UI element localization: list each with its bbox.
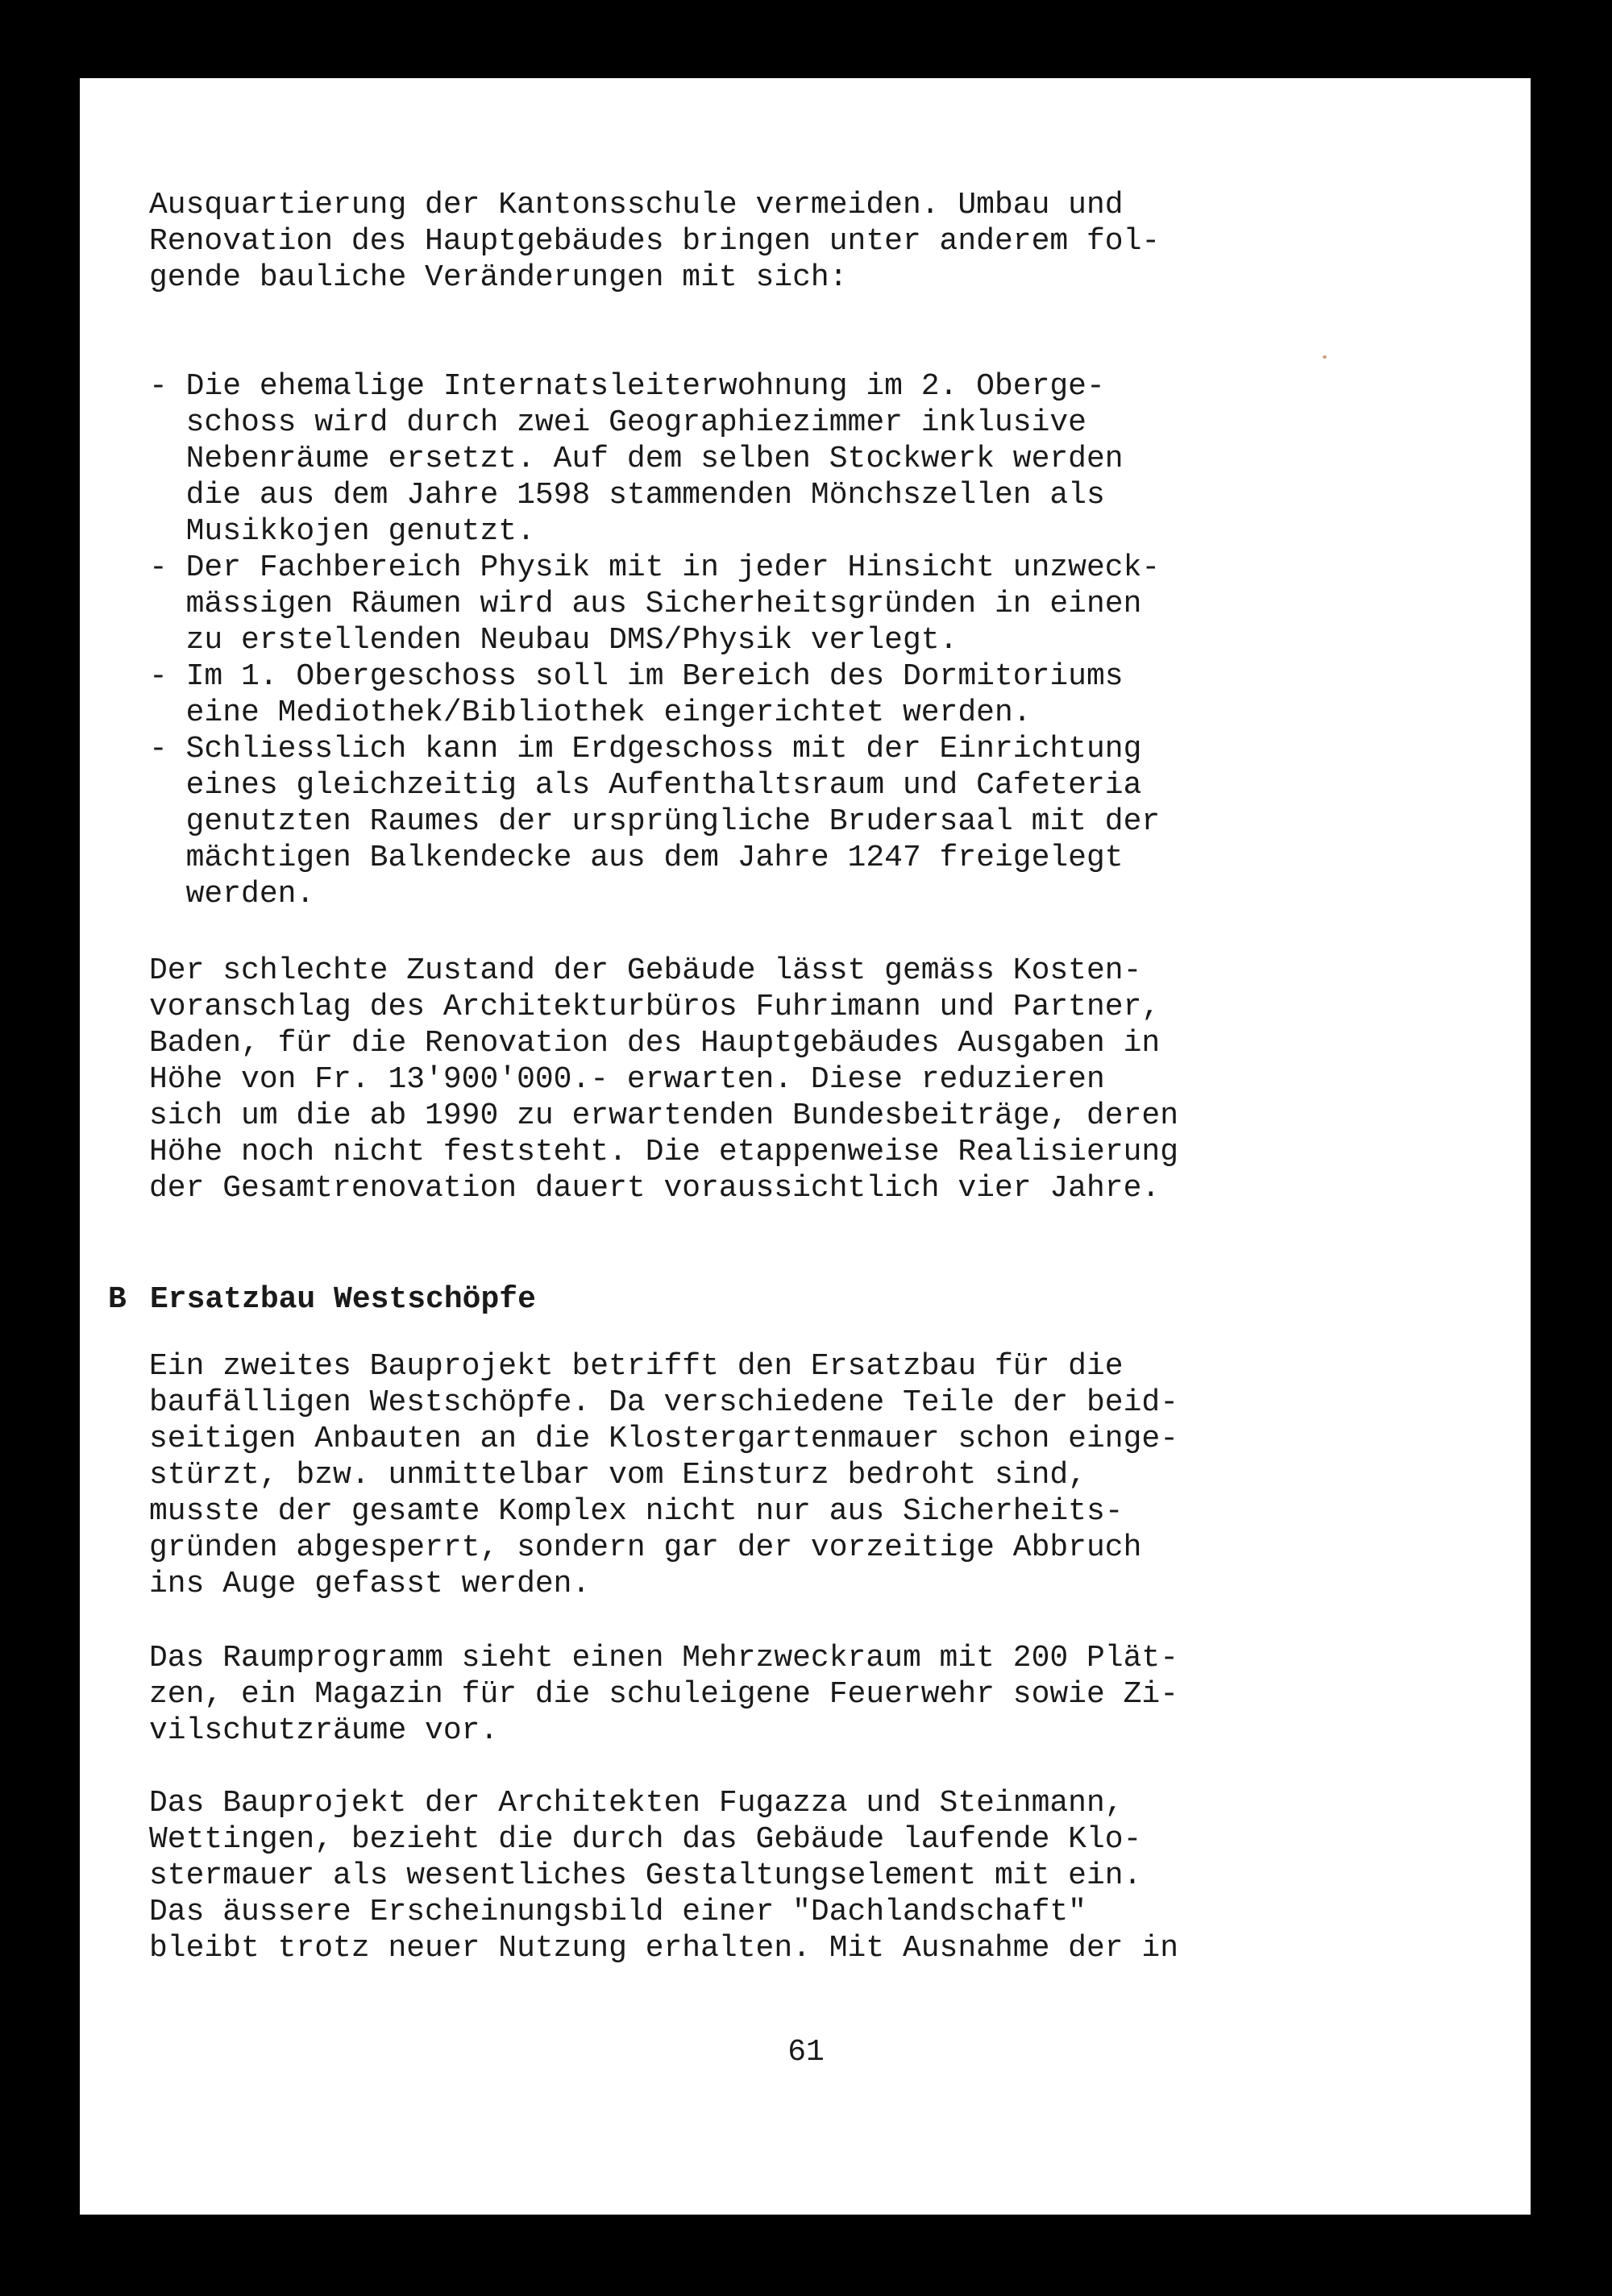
scan-border-left <box>0 0 80 2296</box>
section-title: Ersatzbau Westschöpfe <box>150 1282 536 1317</box>
paragraph-raumprogramm: Das Raumprogramm sieht einen Mehrzweckraum mit 200 Plät- zen, ein Magazin für die schuleigene Feuerwehr sowie Zi- vilschutzräume vor. <box>149 1641 1179 1748</box>
paragraph-costs: Der schlechte Zustand der Gebäude lässt gemäss Kosten- voranschlag des Architekturbüros Fuhrimann und Partner, Baden, für die Renovation des Hauptgebäudes Ausgaben in Höhe von Fr. 13'900'000.- erwarten. Diese reduzieren sich um die ab 1990 zu erwartenden Bundesbeiträge, deren Höhe noch nicht feststeht. Die etappenweise Realisierung der Gesamtrenovation dauert voraussichtlich vier Jahre. <box>149 953 1179 1206</box>
section-heading-b <box>108 1281 536 1318</box>
paragraph-westschoepfe: Ein zweites Bauprojekt betrifft den Ersatzbau für die baufälligen Westschöpfe. Da verschiedene Teile der beid- seitigen Anbauten an die Klostergartenmauer schon einge- stürzt, bzw. unmittelbar vom Einsturz bedroht sind, musste der gesamte Komplex nicht nur aus Sicherheits- gründen abgesperrt, sondern gar der vorzeitige Abbruch ins Auge gefasst werden. <box>149 1349 1179 1601</box>
scan-border-right <box>1531 0 1612 2296</box>
paragraph-bauprojekt: Das Bauprojekt der Architekten Fugazza und Steinmann, Wettingen, bezieht die durch das Gebäude laufende Klo- stermauer als wesentliches Gestaltungselement mit ein. Das äussere Erscheinungsbild einer "Dachlandschaft" bleibt trotz neuer Nutzung erhalten. Mit Ausnahme der in <box>149 1786 1179 1966</box>
list-item-brudersaal: - Schliesslich kann im Erdgeschoss mit der Einrichtung eines gleichzeitig als Aufenthaltsraum und Cafeteria genutzten Raumes der ursprüngliche Brudersaal mit der mächtigen Balkendecke aus dem Jahre 1247 freigelegt werden. <box>149 732 1161 911</box>
list-item-mediothek: - Im 1. Obergeschoss soll im Bereich des Dormitoriums eine Mediothek/Bibliothek eingerichtet werden. <box>149 659 1124 730</box>
scan-border-top <box>0 0 1612 78</box>
list-item-internatsleiterwohnung: - Die ehemalige Internatsleiterwohnung im 2. Oberge- schoss wird durch zwei Geographiezimmer inklusive Nebenräume ersetzt. Auf dem selben Stockwerk werden die aus dem Jahre 1598 stammenden Mönchszellen als Musikkojen genutzt. <box>149 369 1124 549</box>
scan-border-bottom <box>0 2215 1612 2296</box>
change-list <box>149 368 1160 912</box>
paragraph-intro: Ausquartierung der Kantonsschule vermeiden. Umbau und Renovation des Hauptgebäudes bringen unter anderem fol- gende bauliche Veränderungen mit sich: <box>149 188 1161 295</box>
list-item-physik: - Der Fachbereich Physik mit in jeder Hinsicht unzweck- mässigen Räumen wird aus Sicherheitsgründen in einen zu erstellenden Neubau DMS/Physik verlegt. <box>149 550 1161 658</box>
paper-speck <box>1323 355 1327 359</box>
section-letter: B <box>108 1282 127 1317</box>
page-number: 61 <box>787 2035 825 2070</box>
